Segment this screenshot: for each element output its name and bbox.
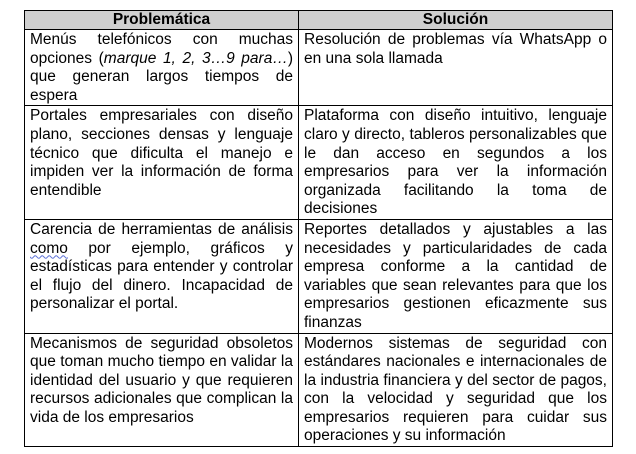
problem-cell: Mecanismos de seguridad obsoletos que toman mucho tiempo en validar la identidad del usuario y que requieren recursos adicionales que complican la vida de los empresarios: [25, 333, 299, 447]
spellcheck-underlined-word: como: [30, 239, 68, 257]
solution-cell: Modernos sistemas de seguridad con estándares nacionales e internacionales de la industria financiera y del sector de pagos, con la velocidad y seguridad que los empresarios requieren para cuidar sus operaciones y su información: [299, 333, 613, 447]
problem-text: ) que generan largos tiempos de espera: [30, 49, 293, 104]
comparison-table: [24, 10, 613, 447]
header-solution: Solución: [299, 11, 613, 30]
problem-text: Carencia de herramientas de análisis: [30, 220, 293, 238]
solution-cell: Reportes detallados y ajustables a las necesidades y particularidades de cada empresa conforme a la cantidad de variables que sean relevantes para que los empresarios gestionen eficazmente sus finanzas: [299, 219, 613, 333]
table-row: [25, 219, 613, 333]
header-problem: Problemática: [25, 11, 299, 30]
table-row: [25, 333, 613, 447]
table-row: [25, 30, 613, 106]
problem-cell: [25, 30, 299, 106]
table-row: [25, 106, 613, 220]
header-row: [25, 11, 613, 30]
solution-cell: Plataforma con diseño intuitivo, lenguaje claro y directo, tableros personalizables que le dan acceso en segundos a los empresarios para ver la información organizada facilitando la toma de decisiones: [299, 106, 613, 220]
solution-cell: Resolución de problemas vía WhatsApp o en una sola llamada: [299, 30, 613, 106]
problem-cell: [25, 219, 299, 333]
problem-text: por ejemplo, gráficos y estadísticas para entender y controlar el flujo del dinero. Incapacidad de personalizar el portal.: [30, 239, 293, 313]
problem-cell: Portales empresariales con diseño plano, secciones densas y lenguaje técnico que dificulta el manejo e impiden ver la información de forma entendible: [25, 106, 299, 220]
problem-text: Menús telefónicos con muchas opciones (: [30, 31, 293, 67]
problem-italic-text: marque 1, 2, 3…9 para…: [103, 49, 288, 67]
